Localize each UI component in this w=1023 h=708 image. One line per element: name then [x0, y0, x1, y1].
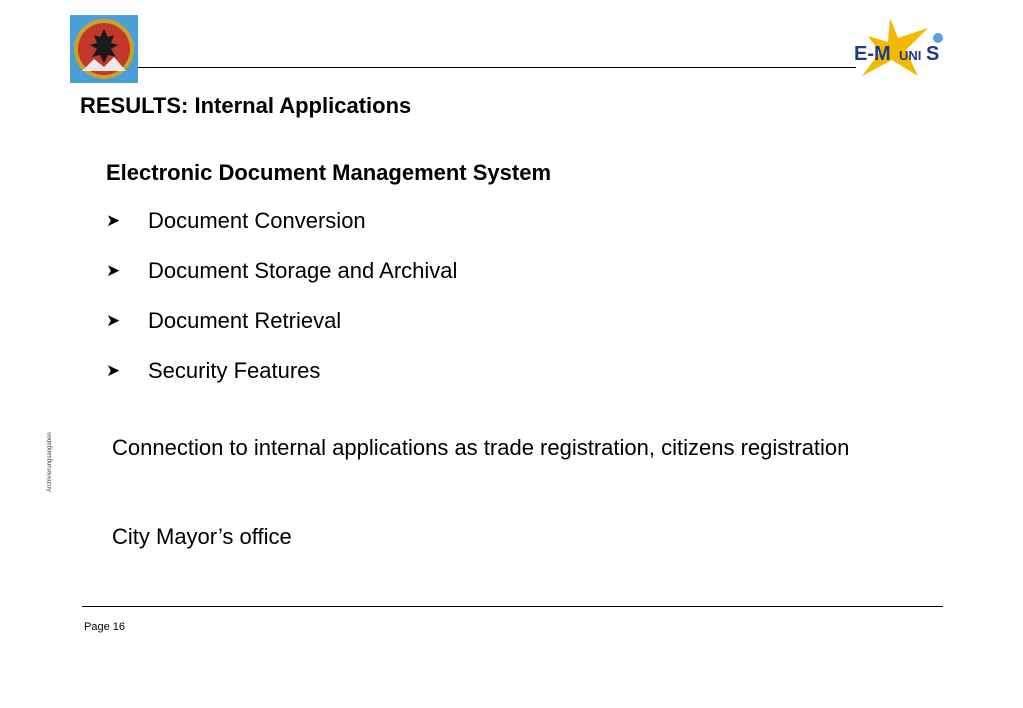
footer-rule	[82, 606, 943, 607]
svg-text:UNI: UNI	[899, 48, 922, 63]
svg-text:E-M: E-M	[854, 43, 891, 65]
slide-subtitle: Electronic Document Management System	[106, 160, 552, 185]
emunis-logo	[848, 18, 948, 80]
page-number: Page 16	[84, 621, 125, 633]
city-crest-icon	[70, 15, 138, 83]
bullet-list	[106, 208, 457, 408]
bullet-text: Document Conversion	[148, 208, 366, 233]
bullet-item	[106, 308, 457, 358]
bullet-item	[106, 358, 457, 408]
mayor-office-paragraph: City Mayor’s office	[112, 524, 292, 549]
arrowhead-bullet-icon: ➤	[106, 211, 121, 230]
bullet-text: Security Features	[148, 358, 321, 383]
connection-paragraph: Connection to internal applications as trade registration, citizens registration	[112, 435, 850, 460]
svg-text:S: S	[926, 43, 940, 65]
arrowhead-bullet-icon: ➤	[106, 311, 121, 330]
bullet-item	[106, 258, 457, 308]
bullet-text: Document Retrieval	[148, 308, 342, 333]
bullet-item	[106, 208, 457, 258]
archive-label: Archivierungsangaben	[47, 432, 53, 492]
slide-title: RESULTS: Internal Applications	[80, 93, 412, 118]
header-rule	[138, 67, 856, 68]
arrowhead-bullet-icon: ➤	[106, 361, 121, 380]
arrowhead-bullet-icon: ➤	[106, 261, 121, 280]
bullet-text: Document Storage and Archival	[148, 258, 458, 283]
